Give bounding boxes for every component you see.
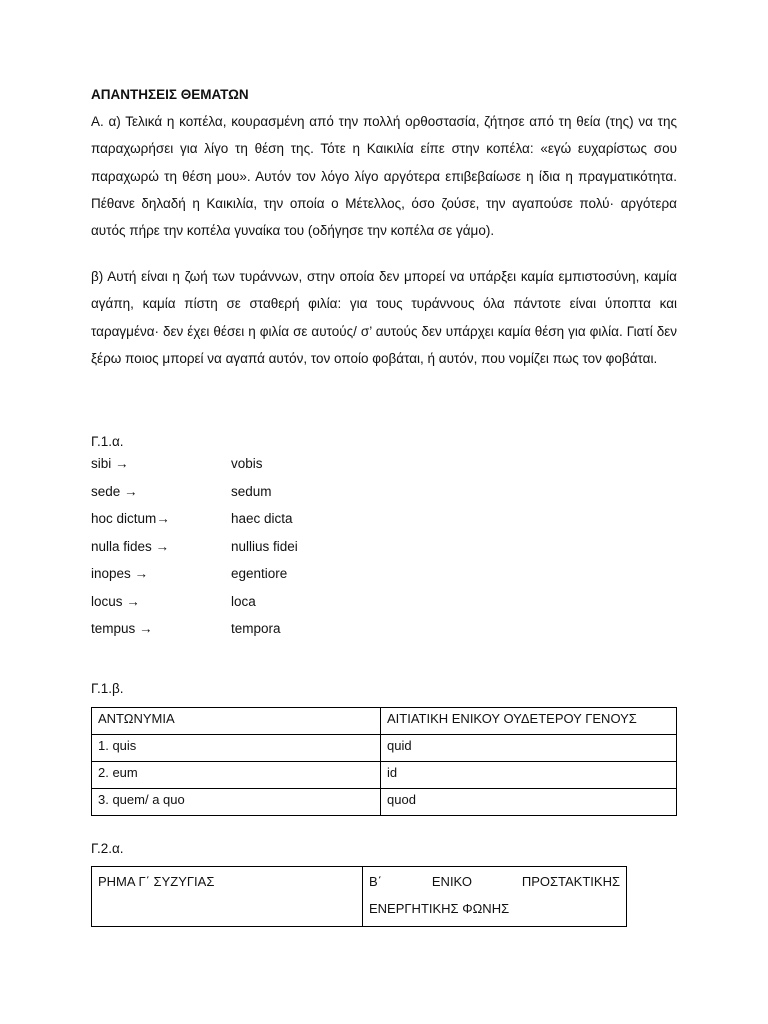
answer-a-paragraph: Α. α) Τελικά η κοπέλα, κουρασμένη από την πολλή ορθοστασία, ζήτησε από τη θεία (της) να της παραχωρήσει για λίγο τη θέση της. Τότε η Καικιλία είπε στην κοπέλα: «εγώ ευχαρίστως σου παραχωρώ τη θέση μου». Αυτόν τον λόγο λίγο αργότερα επιβεβαίωσε η ίδια η πραγματικότητα. Πέθανε δηλαδή η Καικιλία, την οποία ο Μέτελλος, όσο ζούσε, την αγαπούσε πολύ· αργότερα αυτός πήρε την κοπέλα γυναίκα του (οδήγησε την κοπέλα σε γάμο). (91, 114, 677, 239)
target-form: sedum (231, 483, 272, 499)
pronoun-table (91, 707, 677, 816)
answer-b-paragraph: β) Αυτή είναι η ζωή των τυράννων, στην οποία δεν μπορεί να υπάρξει καμία εμπιστοσύνη, καμία αγάπη, καμία πίστη σε σταθερή φιλία: για τους τυράννους όλα πάντοτε είναι ύποπτα και ταραγμένα· δεν έχει θέσει η φιλία σε αυτούς/ σ’ αυτούς δεν υπάρχει καμία θέση για φιλία. Γιατί δεν ξέρω ποιος μπορεί να αγαπά αυτόν, τον οποίο φοβάται, ή αυτόν, που νομίζει πως τον φοβάται. (91, 269, 677, 366)
target-form: nullius fidei (231, 538, 298, 554)
table-row (92, 762, 677, 789)
verb-table (91, 866, 627, 927)
table-header-row (92, 708, 677, 735)
list-item (91, 594, 591, 622)
target-form: egentiore (231, 566, 288, 581)
list-item (91, 484, 591, 512)
source-form: hoc dictum→ (91, 511, 170, 526)
target-form: haec dicta (231, 511, 293, 526)
section-label-g1a: Γ.1.α. (91, 434, 124, 449)
source-form: locus → (91, 593, 140, 609)
word-transformation-list (91, 456, 591, 649)
table-header-cell: ΑΝΤΩΝΥΜΙΑ (92, 708, 381, 735)
table-row (92, 789, 677, 816)
list-item (91, 566, 591, 594)
source-form: sede → (91, 483, 138, 499)
list-item (91, 621, 591, 649)
table-cell: 1. quis (92, 735, 381, 762)
table-cell: quid (381, 735, 677, 762)
source-form: tempus → (91, 621, 153, 636)
table-header-row (92, 867, 627, 927)
table-cell: 3. quem/ a quo (92, 789, 381, 816)
source-form: sibi → (91, 456, 129, 471)
table-header-cell: ΡΗΜΑ Γ΄ ΣΥΖΥΓΙΑΣ (92, 867, 363, 927)
table-row (92, 735, 677, 762)
document-heading: ΑΠΑΝΤΗΣΕΙΣ ΘΕΜΑΤΩΝ (91, 87, 249, 102)
table-cell: quod (381, 789, 677, 816)
list-item (91, 511, 591, 539)
target-form: loca (231, 593, 256, 609)
list-item (91, 456, 591, 484)
table-cell: id (381, 762, 677, 789)
source-form: inopes → (91, 566, 149, 581)
target-form: tempora (231, 621, 281, 636)
target-form: vobis (231, 456, 263, 471)
list-item (91, 539, 591, 567)
section-label-g1b: Γ.1.β. (91, 681, 124, 696)
table-cell: 2. eum (92, 762, 381, 789)
table-header-cell: ΑΙΤΙΑΤΙΚΗ ΕΝΙΚΟΥ ΟΥΔΕΤΕΡΟΥ ΓΕΝΟΥΣ (381, 708, 677, 735)
table-header-cell: Β΄ ΕΝΙΚΟ ΠΡΟΣΤΑΚΤΙΚΗΣ ΕΝΕΡΓΗΤΙΚΗΣ ΦΩΝΗΣ (363, 867, 627, 927)
source-form: nulla fides → (91, 538, 170, 554)
section-label-g2a: Γ.2.α. (91, 841, 124, 856)
